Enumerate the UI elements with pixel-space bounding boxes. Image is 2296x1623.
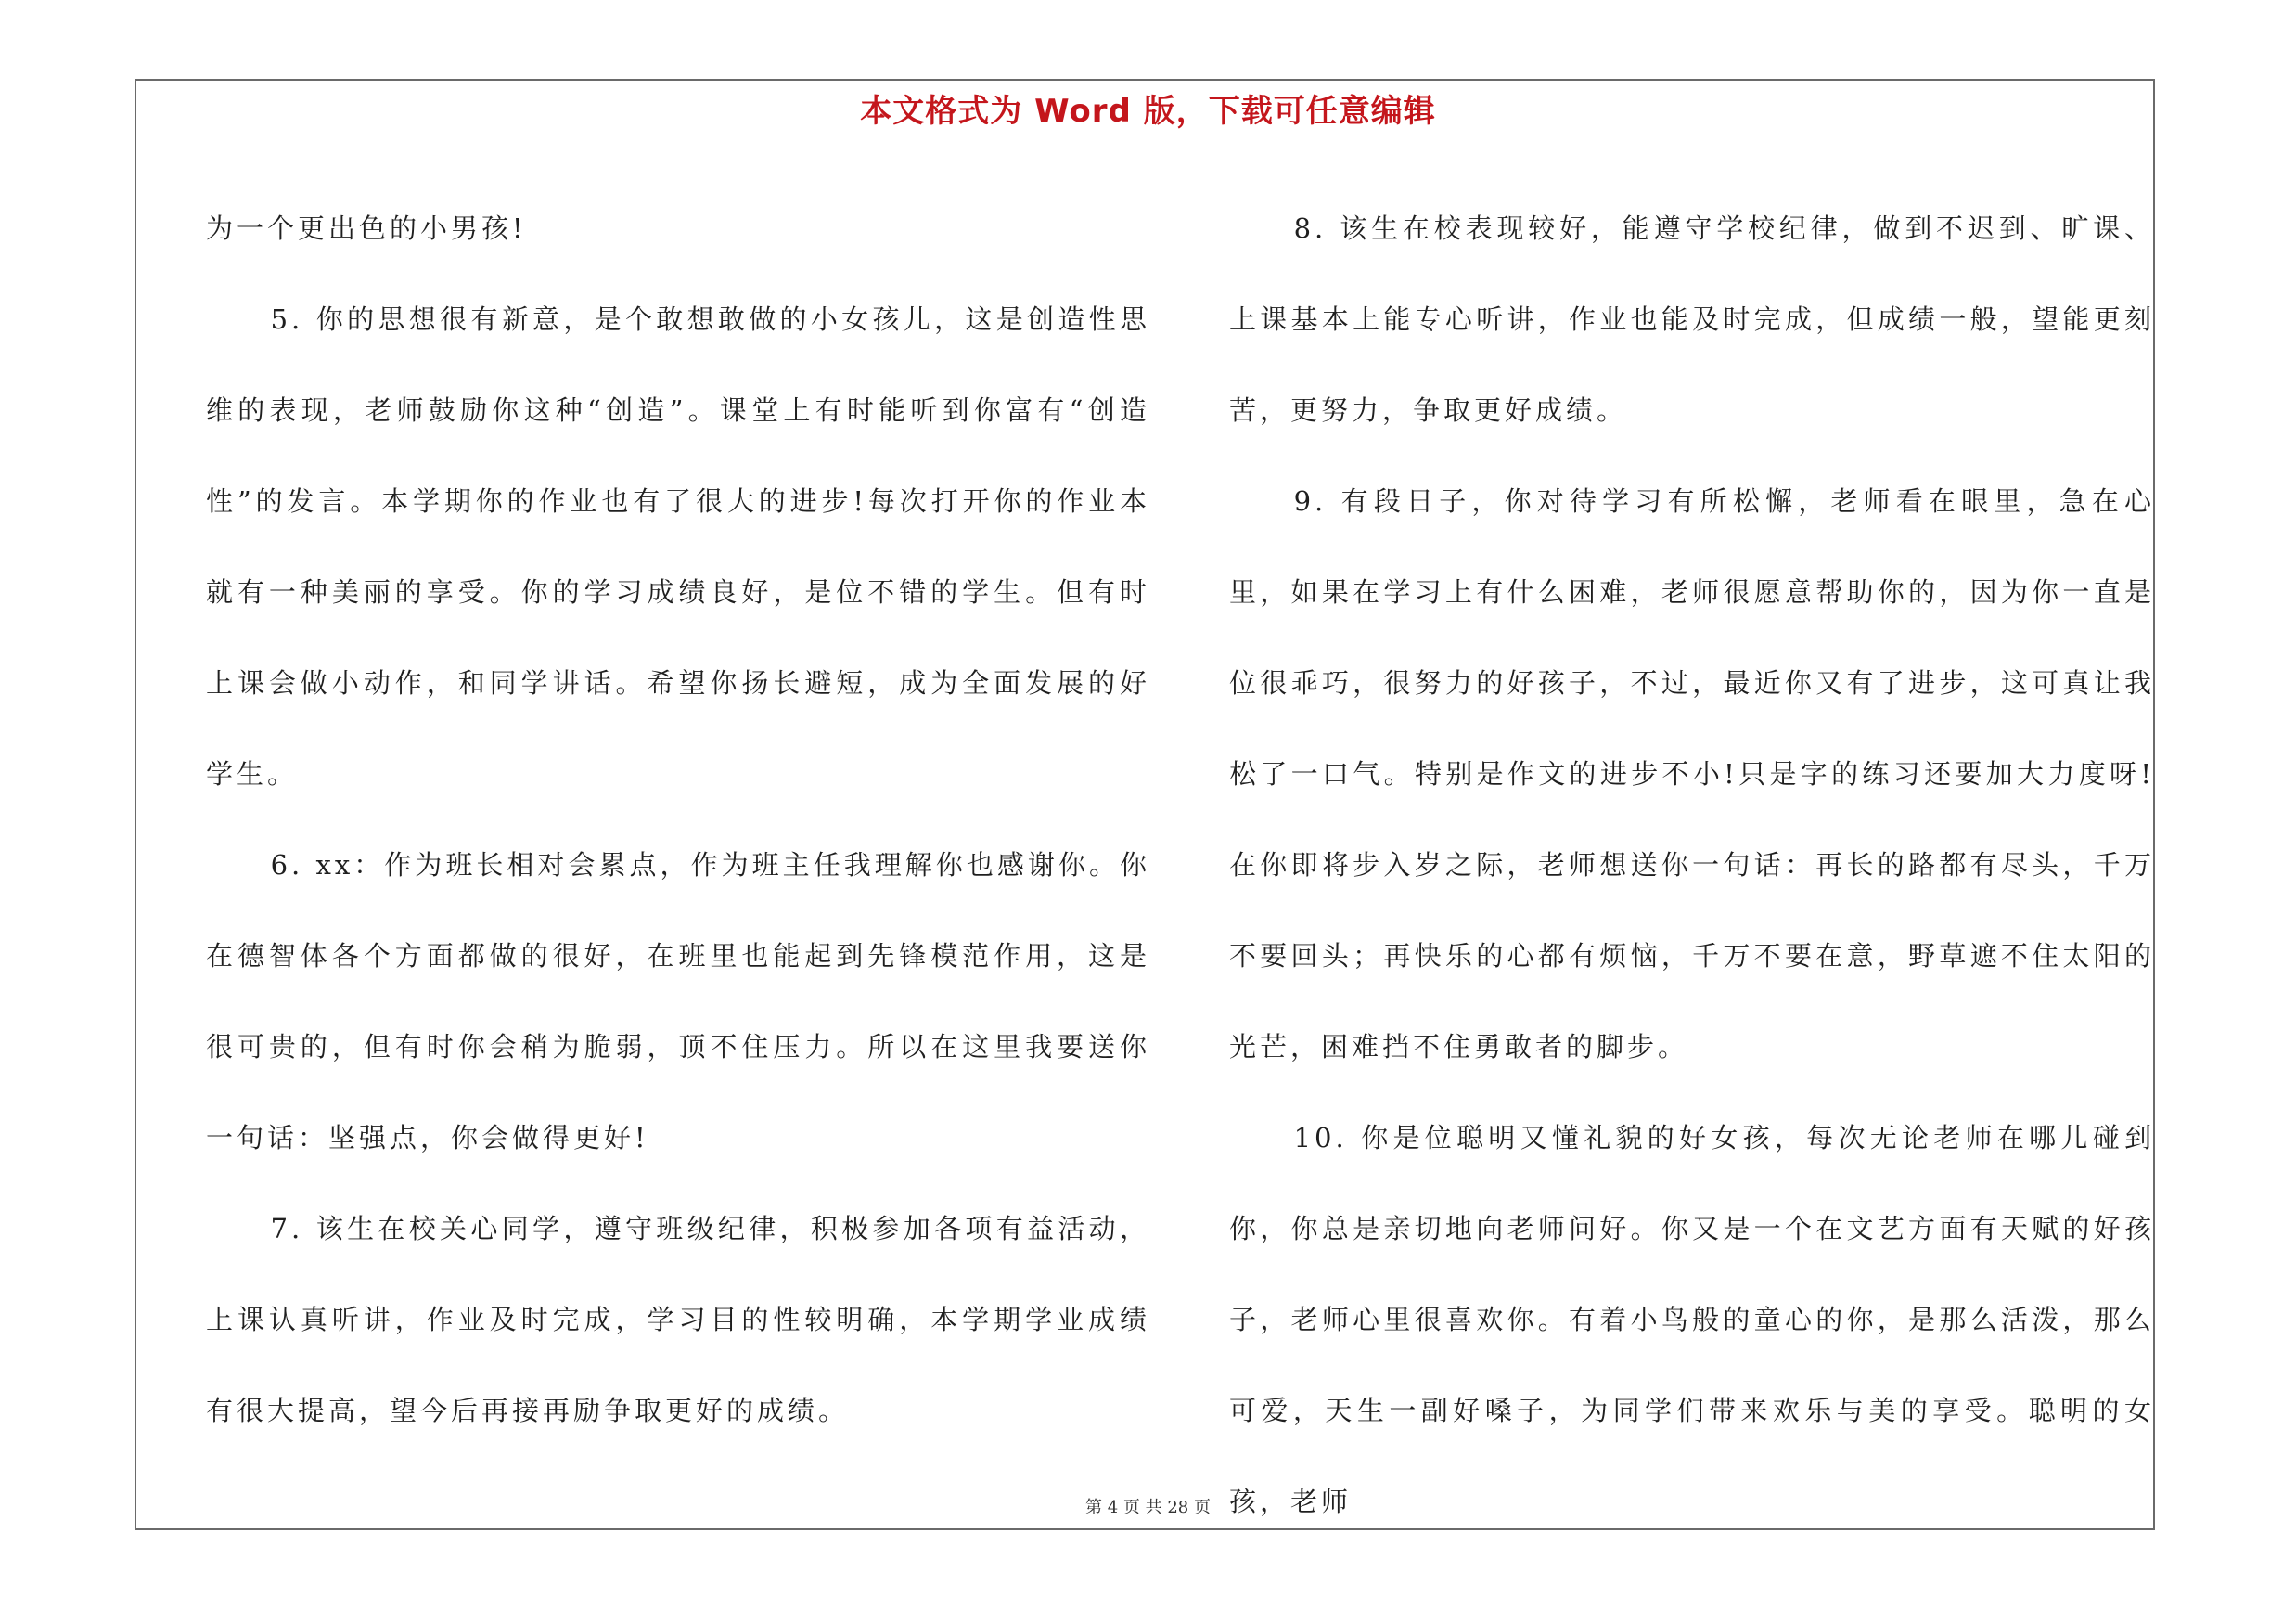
right-text-column bbox=[1229, 183, 2155, 1547]
document-header-title: 本文格式为 Word 版，下载可任意编辑 bbox=[860, 93, 1436, 130]
paragraph-10: 10. 你是位聪明又懂礼貌的好女孩，每次无论老师在哪儿碰到你，你总是亲切地向老师问好。你又是一个在文艺方面有天赋的好孩子，老师心里很喜欢你。有着小鸟般的童心的你，是那么活泼，那么可爱，天生一副好嗓子，为同学们带来欢乐与美的享受。聪明的女孩，老师 bbox=[1229, 1122, 2155, 1517]
left-text-column bbox=[206, 183, 1150, 1456]
paragraph-8: 8. 该生在校表现较好，能遵守学校纪律，做到不迟到、旷课、上课基本上能专心听讲，作业也能及时完成，但成绩一般，望能更刻苦，更努力，争取更好成绩。 bbox=[1229, 213, 2155, 426]
paragraph-continuation: 为一个更出色的小男孩! bbox=[206, 213, 527, 244]
page-number-footer: 第 4 页 共 28 页 bbox=[1085, 1498, 1211, 1517]
paragraph-9: 9. 有段日子，你对待学习有所松懈，老师看在眼里，急在心里，如果在学习上有什么困难，老师很愿意帮助你的，因为你一直是位很乖巧，很努力的好孩子，不过，最近你又有了进步，这可真让我松了一口气。特别是作文的进步不小!只是字的练习还要加大力度呀!在你即将步入岁之际，老师想送你一句话：再长的路都有尽头，千万不要回头；再快乐的心都有烦恼，千万不要在意，野草遮不住太阳的光芒，困难挡不住勇敢者的脚步。 bbox=[1229, 485, 2155, 1063]
paragraph-7: 7. 该生在校关心同学，遵守班级纪律，积极参加各项有益活动，上课认真听讲，作业及时完成，学习目的性较明确，本学期学业成绩有很大提高，望今后再接再励争取更好的成绩。 bbox=[206, 1213, 1150, 1426]
paragraph-5: 5. 你的思想很有新意，是个敢想敢做的小女孩儿，这是创造性思维的表现，老师鼓励你这种“创造”。课堂上有时能听到你富有“创造性”的发言。本学期你的作业也有了很大的进步!每次打开你的作业本就有一种美丽的享受。你的学习成绩良好，是位不错的学生。但有时上课会做小动作，和同学讲话。希望你扬长避短，成为全面发展的好学生。 bbox=[206, 303, 1150, 790]
paragraph-6: 6. xx：作为班长相对会累点，作为班主任我理解你也感谢你。你在德智体各个方面都做的很好，在班里也能起到先锋模范作用，这是很可贵的，但有时你会稍为脆弱，顶不住压力。所以在这里我要送你一句话：坚强点，你会做得更好! bbox=[206, 849, 1150, 1153]
